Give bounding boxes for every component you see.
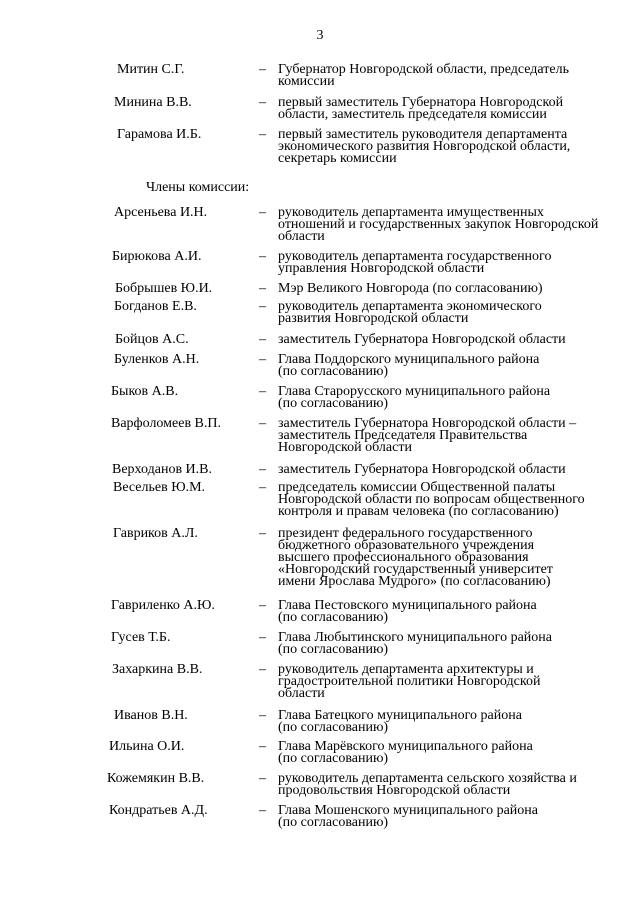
role-line: Мэр Великого Новгорода (по согласованию): [278, 281, 543, 296]
member-name: Бойцов А.С.: [115, 332, 189, 347]
dash-separator: –: [259, 462, 266, 477]
page-number: 3: [316, 28, 324, 43]
role-line: Глава Пестовского муниципального района: [278, 598, 537, 613]
role-line: контроля и правам человека (по согласованию): [278, 504, 559, 519]
member-role: [278, 418, 613, 454]
dash-separator: –: [259, 205, 266, 220]
member-name: Весельев Ю.М.: [113, 480, 206, 495]
role-line: (по согласованию): [278, 751, 389, 766]
dash-separator: –: [259, 281, 266, 296]
role-line: секретарь комиссии: [278, 151, 397, 166]
role-line: комиссии: [278, 74, 335, 89]
member-name: Варфоломеев В.П.: [111, 416, 222, 431]
member-name: Быков А.В.: [111, 384, 179, 399]
role-line: первый заместитель Губернатора Новгородской: [278, 95, 564, 110]
role-line: «Новгородский государственный университет: [278, 562, 553, 577]
role-line: Новгородской области по вопросам общественного: [278, 492, 585, 507]
role-line: заместитель Председателя Правительства: [278, 428, 528, 443]
role-line: развития Новгородской области: [278, 311, 469, 326]
role-line: (по согласованию): [278, 364, 389, 379]
role-line: управления Новгородской области: [278, 261, 485, 276]
member-role: [278, 464, 613, 476]
member-name: Минина В.В.: [114, 95, 192, 110]
role-line: области: [278, 686, 325, 701]
dash-separator: –: [259, 62, 266, 77]
dash-separator: –: [259, 598, 266, 613]
member-role: [278, 207, 613, 243]
role-line: экономического развития Новгородской области,: [278, 139, 571, 154]
role-line: руководитель департамента государственного: [278, 249, 552, 264]
dash-separator: –: [259, 662, 266, 677]
member-role: [278, 64, 613, 88]
role-line: (по согласованию): [278, 815, 389, 830]
role-line: бюджетного образовательного учреждения: [278, 538, 535, 553]
role-line: области, заместитель председателя комиссии: [278, 107, 547, 122]
role-line: Глава Старорусского муниципального района: [278, 384, 551, 399]
member-name: Ильина О.И.: [109, 739, 185, 754]
member-role: [278, 129, 613, 165]
member-name: Верходанов И.В.: [112, 462, 213, 477]
dash-separator: –: [259, 352, 266, 367]
role-line: Губернатор Новгородской области, председатель: [278, 62, 569, 77]
member-role: [278, 251, 613, 275]
role-line: заместитель Губернатора Новгородской области: [278, 462, 566, 477]
dash-separator: –: [259, 384, 266, 399]
role-line: (по согласованию): [278, 642, 389, 657]
dash-separator: –: [259, 332, 266, 347]
member-name: Гавриленко А.Ю.: [111, 598, 215, 613]
role-line: руководитель департамента экономического: [278, 299, 542, 314]
member-name: Гавриков А.Л.: [113, 526, 198, 541]
dash-separator: –: [259, 771, 266, 786]
role-line: Глава Мошенского муниципального района: [278, 803, 538, 818]
dash-separator: –: [259, 416, 266, 431]
member-name: Богданов Е.В.: [114, 299, 197, 314]
role-line: Новгородской области: [278, 440, 412, 455]
member-role: [278, 386, 613, 410]
dash-separator: –: [259, 249, 266, 264]
role-line: Глава Батецкого муниципального района: [278, 708, 522, 723]
member-name: Кожемякин В.В.: [107, 771, 205, 786]
role-line: продовольствия Новгородской области: [278, 783, 511, 798]
member-name: Бобрышев Ю.И.: [115, 281, 213, 296]
role-line: Глава Марёвского муниципального района: [278, 739, 533, 754]
member-role: [278, 805, 613, 829]
dash-separator: –: [259, 526, 266, 541]
role-line: заместитель Губернатора Новгородской области: [278, 332, 566, 347]
member-role: [278, 600, 613, 624]
member-role: [278, 632, 613, 656]
role-line: градостроительной политики Новгородской: [278, 674, 541, 689]
member-role: [278, 528, 613, 588]
role-line: руководитель департамента имущественных: [278, 205, 544, 220]
member-name: Арсеньева И.Н.: [114, 205, 208, 220]
role-line: руководитель департамента архитектуры и: [278, 662, 534, 677]
dash-separator: –: [259, 708, 266, 723]
role-line: области: [278, 229, 325, 244]
member-role: [278, 741, 613, 765]
dash-separator: –: [259, 480, 266, 495]
member-name: Гусев Т.Б.: [111, 630, 171, 645]
dash-separator: –: [259, 127, 266, 142]
role-line: высшего профессионального образования: [278, 550, 529, 565]
member-role: [278, 482, 613, 518]
member-name: Буленков А.Н.: [114, 352, 200, 367]
member-name: Бирюкова А.И.: [112, 249, 202, 264]
member-role: [278, 97, 613, 121]
member-role: [278, 354, 613, 378]
members-heading: Члены комиссии:: [146, 180, 250, 195]
role-line: председатель комиссии Общественной палаты: [278, 480, 556, 495]
member-role: [278, 710, 613, 734]
role-line: заместитель Губернатора Новгородской области –: [278, 416, 577, 431]
role-line: руководитель департамента сельского хозяйства и: [278, 771, 577, 786]
role-line: имени Ярослава Мудрого» (по согласованию): [278, 574, 551, 589]
role-line: президент федерального государственного: [278, 526, 533, 541]
member-name: Захаркина В.В.: [112, 662, 203, 677]
member-role: [278, 773, 613, 797]
dash-separator: –: [259, 803, 266, 818]
member-name: Митин С.Г.: [117, 62, 185, 77]
member-name: Гарамова И.Б.: [117, 127, 202, 142]
dash-separator: –: [259, 95, 266, 110]
dash-separator: –: [259, 630, 266, 645]
member-name: Иванов В.Н.: [114, 708, 188, 723]
member-role: [278, 283, 613, 295]
role-line: отношений и государственных закупок Новгородской: [278, 217, 599, 232]
role-line: первый заместитель руководителя департамента: [278, 127, 568, 142]
dash-separator: –: [259, 299, 266, 314]
dash-separator: –: [259, 739, 266, 754]
member-role: [278, 664, 613, 700]
member-role: [278, 334, 613, 346]
role-line: (по согласованию): [278, 610, 389, 625]
role-line: (по согласованию): [278, 720, 389, 735]
member-name: Кондратьев А.Д.: [109, 803, 208, 818]
role-line: (по согласованию): [278, 396, 389, 411]
role-line: Глава Любытинского муниципального района: [278, 630, 552, 645]
role-line: Глава Поддорского муниципального района: [278, 352, 540, 367]
member-role: [278, 301, 613, 325]
